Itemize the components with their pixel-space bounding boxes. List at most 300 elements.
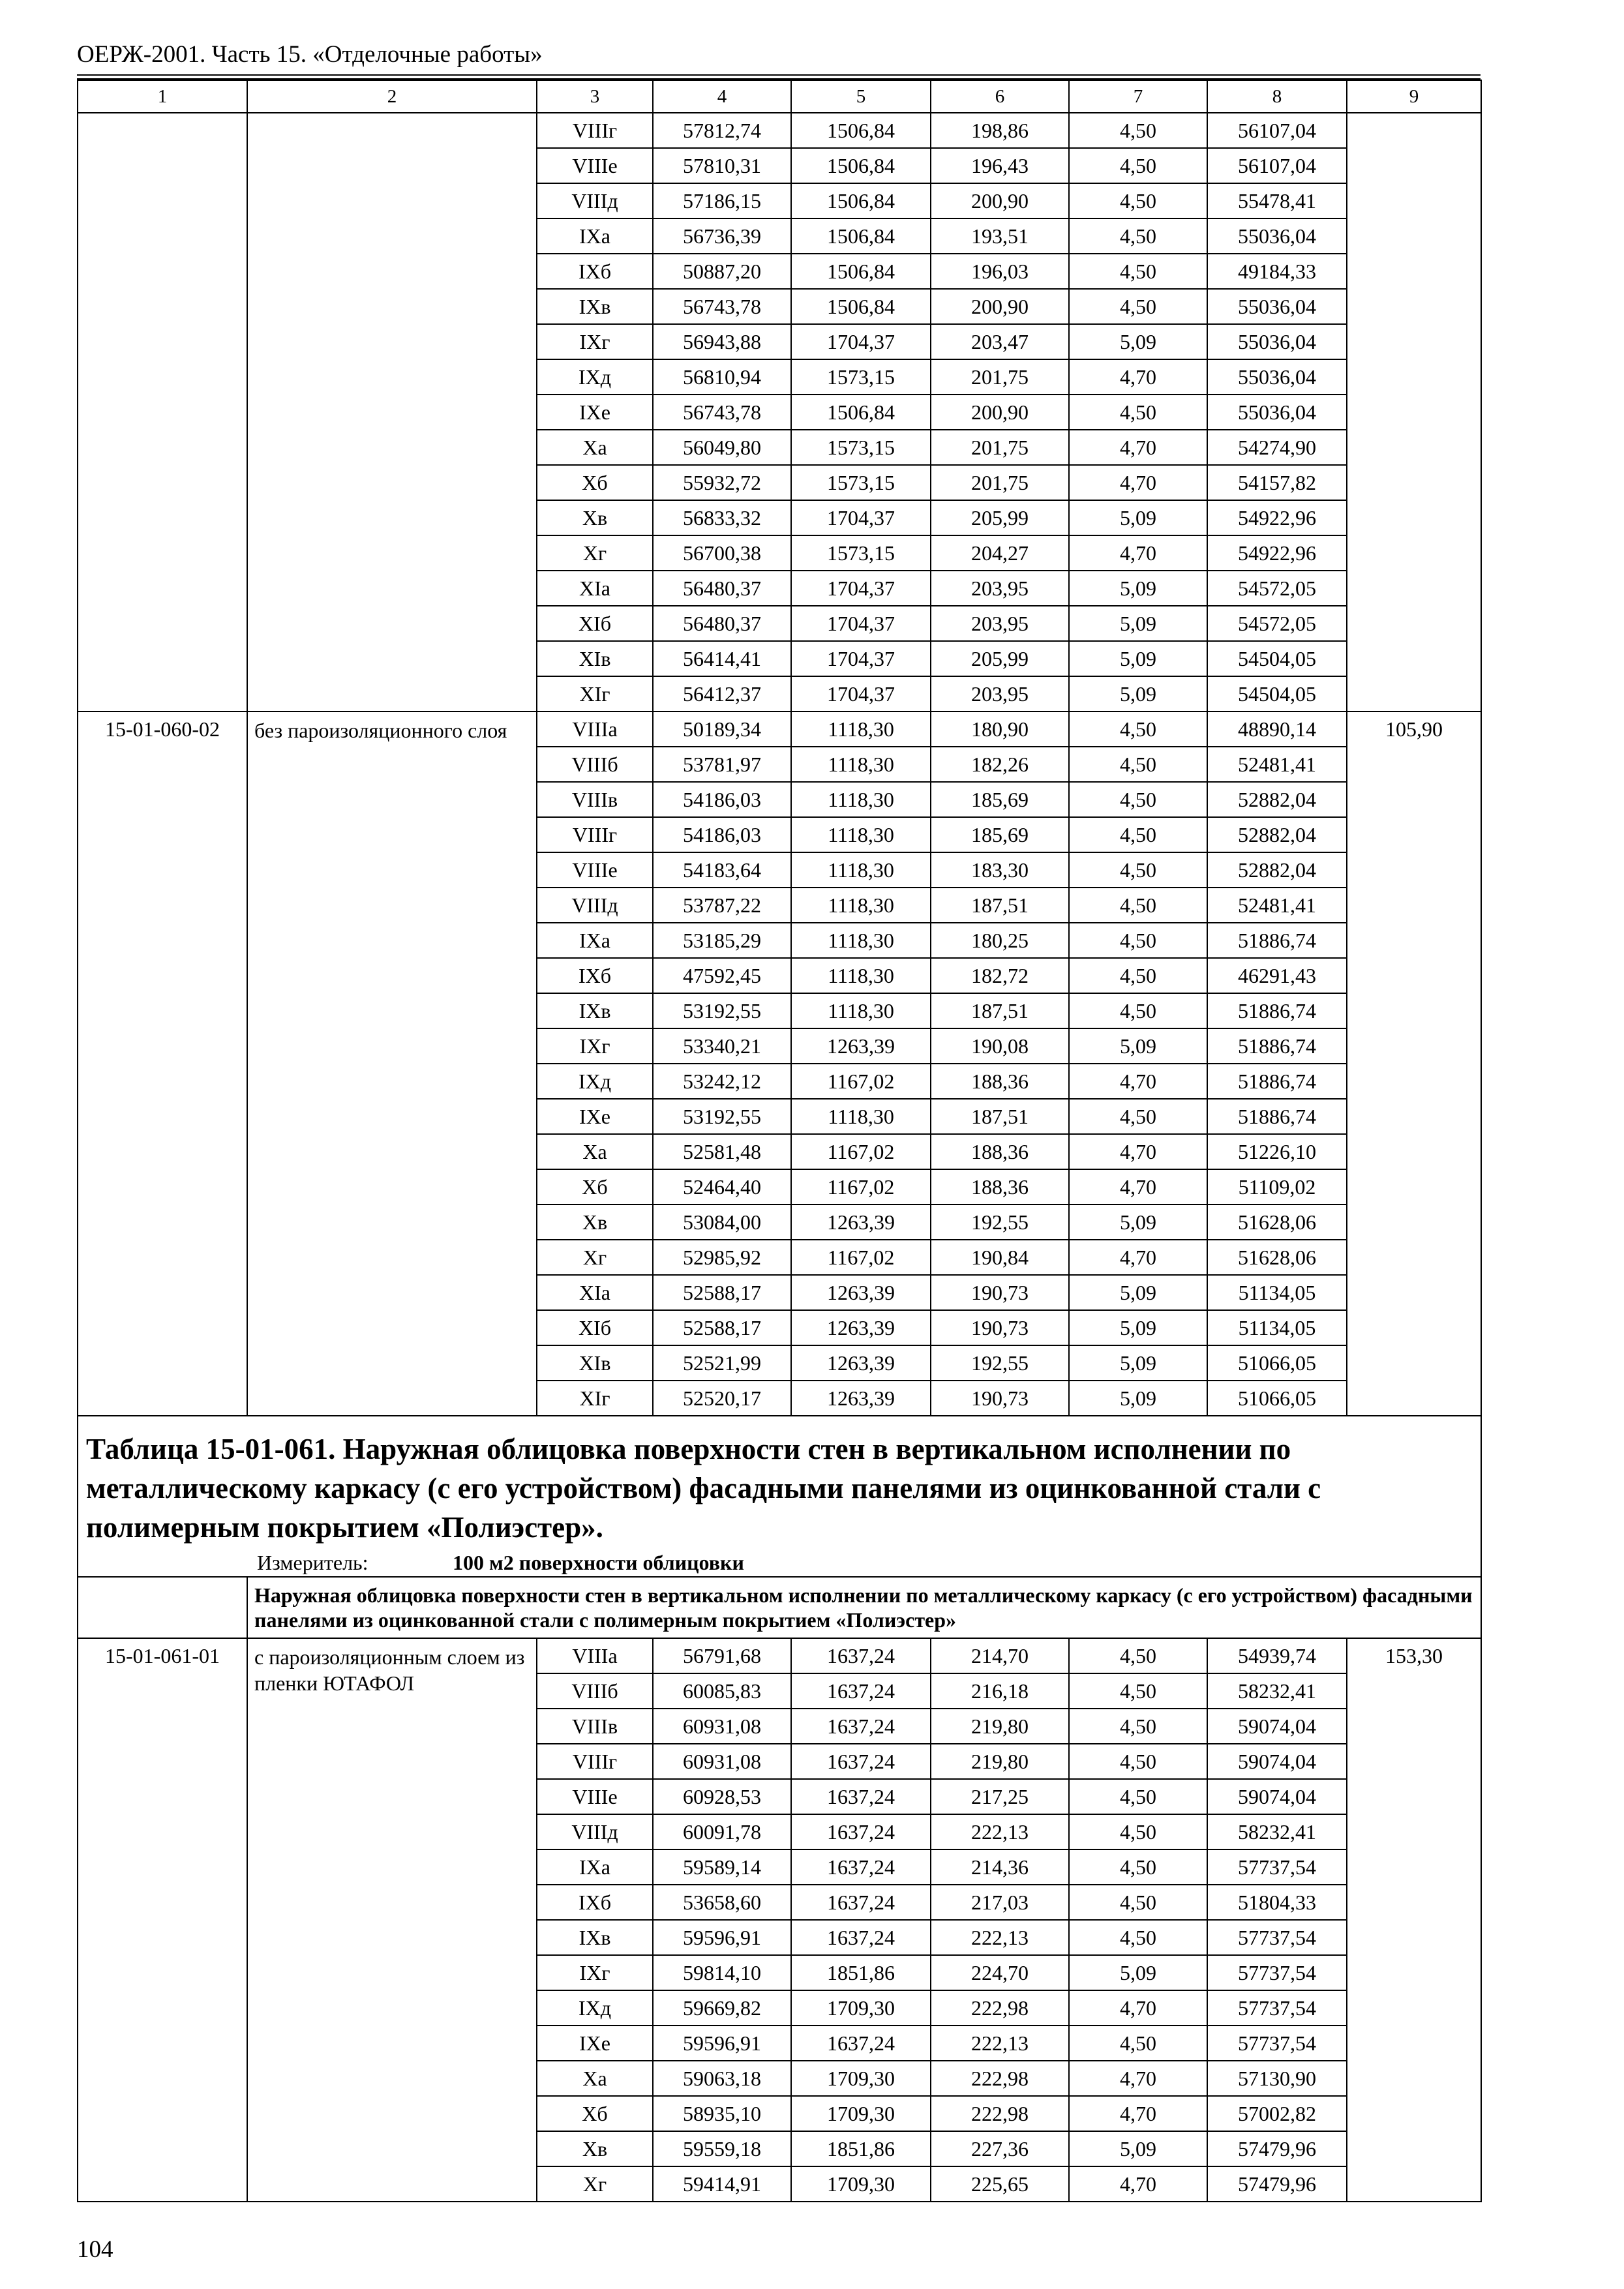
cell-machines: 200,90 <box>931 289 1069 324</box>
table-row <box>78 711 1481 747</box>
cell-materials: 54572,05 <box>1207 606 1347 641</box>
cell-materials: 54274,90 <box>1207 430 1347 465</box>
cell-machines: 225,65 <box>931 2166 1069 2202</box>
cell-wages: 1118,30 <box>791 923 931 958</box>
cell-zone: Xа <box>537 1134 653 1169</box>
cell-cost: 55932,72 <box>653 465 791 500</box>
cell-zone: XIа <box>537 1275 653 1310</box>
column-number: 1 <box>78 80 247 113</box>
subheading-spacer <box>78 1577 247 1638</box>
cell-drivers: 4,50 <box>1069 254 1207 289</box>
cell-materials: 55036,04 <box>1207 289 1347 324</box>
cell-materials: 57737,54 <box>1207 1990 1347 2026</box>
cell-zone: IXе <box>537 2026 653 2061</box>
cell-wages: 1263,39 <box>791 1028 931 1064</box>
cell-wages: 1506,84 <box>791 183 931 218</box>
cell-drivers: 5,09 <box>1069 676 1207 711</box>
cell-cost: 52464,40 <box>653 1169 791 1204</box>
cell-zone: Xа <box>537 2061 653 2096</box>
cell-machines: 190,73 <box>931 1275 1069 1310</box>
subheading: Наружная облицовка поверхности стен в вертикальном исполнении по металлическому каркасу (с его устройством) фасадными панелями из оцинкованной стали с полимерным покрытием «Полиэстер» <box>247 1577 1481 1638</box>
cell-wages: 1263,39 <box>791 1310 931 1345</box>
rate-name: без пароизоляционного слоя <box>247 711 537 1416</box>
cell-drivers: 4,50 <box>1069 852 1207 888</box>
cell-machines: 222,98 <box>931 1990 1069 2026</box>
cell-materials: 58232,41 <box>1207 1673 1347 1709</box>
cell-cost: 56743,78 <box>653 395 791 430</box>
cell-drivers: 4,70 <box>1069 465 1207 500</box>
labor-cost: 153,30 <box>1347 1638 1481 2202</box>
cell-materials: 54504,05 <box>1207 641 1347 676</box>
cell-machines: 204,27 <box>931 535 1069 571</box>
cell-cost: 54186,03 <box>653 782 791 817</box>
column-number: 8 <box>1207 80 1347 113</box>
cell-machines: 203,95 <box>931 571 1069 606</box>
cell-wages: 1709,30 <box>791 1990 931 2026</box>
cell-cost: 53192,55 <box>653 993 791 1028</box>
cell-drivers: 4,50 <box>1069 993 1207 1028</box>
column-number-row <box>78 80 1481 113</box>
table-row <box>78 113 1481 148</box>
cell-machines: 200,90 <box>931 395 1069 430</box>
rate-name: с пароизоляционным слоем из пленки ЮТАФОЛ <box>247 1638 537 2202</box>
cell-drivers: 4,50 <box>1069 289 1207 324</box>
cell-zone: IXб <box>537 254 653 289</box>
cell-zone: IXе <box>537 1099 653 1134</box>
cell-drivers: 4,70 <box>1069 2166 1207 2202</box>
meter-label: Измеритель: <box>257 1551 368 1574</box>
cell-wages: 1637,24 <box>791 1638 931 1673</box>
cell-zone: IXд <box>537 359 653 395</box>
cell-zone: VIIIе <box>537 852 653 888</box>
cell-zone: Xа <box>537 430 653 465</box>
cell-wages: 1506,84 <box>791 148 931 183</box>
column-number: 6 <box>931 80 1069 113</box>
cell-drivers: 4,70 <box>1069 1134 1207 1169</box>
cell-machines: 185,69 <box>931 782 1069 817</box>
cell-cost: 52588,17 <box>653 1310 791 1345</box>
cell-machines: 222,13 <box>931 2026 1069 2061</box>
cell-wages: 1167,02 <box>791 1169 931 1204</box>
cell-drivers: 4,70 <box>1069 2061 1207 2096</box>
cell-machines: 217,25 <box>931 1779 1069 1814</box>
cell-cost: 56480,37 <box>653 571 791 606</box>
cell-drivers: 5,09 <box>1069 324 1207 359</box>
cell-zone: VIIIв <box>537 782 653 817</box>
cell-cost: 52985,92 <box>653 1240 791 1275</box>
cell-zone: XIб <box>537 606 653 641</box>
cell-drivers: 5,09 <box>1069 1028 1207 1064</box>
cell-machines: 198,86 <box>931 113 1069 148</box>
cell-machines: 219,80 <box>931 1709 1069 1744</box>
cell-machines: 196,03 <box>931 254 1069 289</box>
cell-materials: 52481,41 <box>1207 747 1347 782</box>
cell-cost: 57810,31 <box>653 148 791 183</box>
cell-materials: 57479,96 <box>1207 2166 1347 2202</box>
cell-drivers: 4,50 <box>1069 1849 1207 1885</box>
cell-machines: 201,75 <box>931 359 1069 395</box>
cell-wages: 1637,24 <box>791 1849 931 1885</box>
cell-wages: 1709,30 <box>791 2096 931 2131</box>
cell-materials: 51134,05 <box>1207 1310 1347 1345</box>
cell-cost: 60091,78 <box>653 1814 791 1849</box>
cell-wages: 1167,02 <box>791 1240 931 1275</box>
cell-drivers: 4,70 <box>1069 1064 1207 1099</box>
cell-wages: 1704,37 <box>791 606 931 641</box>
cell-drivers: 4,50 <box>1069 1744 1207 1779</box>
cell-drivers: 4,50 <box>1069 148 1207 183</box>
cell-zone: VIIIа <box>537 1638 653 1673</box>
cell-drivers: 5,09 <box>1069 1310 1207 1345</box>
cell-zone: IXг <box>537 1955 653 1990</box>
cell-materials: 55036,04 <box>1207 324 1347 359</box>
cell-drivers: 4,70 <box>1069 535 1207 571</box>
cell-machines: 196,43 <box>931 148 1069 183</box>
cell-cost: 53084,00 <box>653 1204 791 1240</box>
cell-materials: 58232,41 <box>1207 1814 1347 1849</box>
cell-materials: 59074,04 <box>1207 1779 1347 1814</box>
cell-drivers: 5,09 <box>1069 500 1207 535</box>
cell-zone: Xв <box>537 500 653 535</box>
cell-wages: 1506,84 <box>791 113 931 148</box>
cell-wages: 1118,30 <box>791 888 931 923</box>
continued-cell <box>247 113 537 711</box>
cell-drivers: 4,50 <box>1069 888 1207 923</box>
cell-wages: 1506,84 <box>791 395 931 430</box>
cell-zone: XIв <box>537 1345 653 1381</box>
cell-machines: 185,69 <box>931 817 1069 852</box>
cell-materials: 51226,10 <box>1207 1134 1347 1169</box>
column-number: 4 <box>653 80 791 113</box>
cell-zone: VIIIд <box>537 183 653 218</box>
cell-drivers: 4,50 <box>1069 113 1207 148</box>
cell-materials: 51886,74 <box>1207 1099 1347 1134</box>
cell-drivers: 4,50 <box>1069 958 1207 993</box>
cell-materials: 52882,04 <box>1207 782 1347 817</box>
cell-materials: 51804,33 <box>1207 1885 1347 1920</box>
cell-cost: 54186,03 <box>653 817 791 852</box>
cell-cost: 53185,29 <box>653 923 791 958</box>
header-rule <box>77 74 1481 76</box>
cell-materials: 54922,96 <box>1207 535 1347 571</box>
cell-machines: 219,80 <box>931 1744 1069 1779</box>
cell-materials: 51066,05 <box>1207 1345 1347 1381</box>
cell-cost: 57186,15 <box>653 183 791 218</box>
cell-cost: 56736,39 <box>653 218 791 254</box>
cell-cost: 60931,08 <box>653 1744 791 1779</box>
cell-drivers: 4,50 <box>1069 1709 1207 1744</box>
cell-zone: IXг <box>537 324 653 359</box>
cell-materials: 57737,54 <box>1207 1920 1347 1955</box>
table-caption <box>78 1416 1481 1577</box>
cell-machines: 214,70 <box>931 1638 1069 1673</box>
cell-machines: 224,70 <box>931 1955 1069 1990</box>
cell-drivers: 4,70 <box>1069 2096 1207 2131</box>
cell-materials: 57737,54 <box>1207 2026 1347 2061</box>
cell-zone: IXа <box>537 218 653 254</box>
cell-drivers: 4,50 <box>1069 1814 1207 1849</box>
cell-zone: IXа <box>537 1849 653 1885</box>
cell-zone: VIIIб <box>537 1673 653 1709</box>
cell-machines: 205,99 <box>931 641 1069 676</box>
meter-value: 100 м2 поверхности облицовки <box>453 1551 744 1574</box>
cell-zone: XIв <box>537 641 653 676</box>
cell-wages: 1573,15 <box>791 465 931 500</box>
subheading-row <box>78 1577 1481 1638</box>
cell-drivers: 5,09 <box>1069 2131 1207 2166</box>
cell-materials: 56107,04 <box>1207 113 1347 148</box>
cell-cost: 56480,37 <box>653 606 791 641</box>
cell-zone: VIIIд <box>537 1814 653 1849</box>
cell-materials: 57130,90 <box>1207 2061 1347 2096</box>
cell-machines: 190,73 <box>931 1381 1069 1416</box>
cell-cost: 53781,97 <box>653 747 791 782</box>
cell-cost: 56049,80 <box>653 430 791 465</box>
cell-zone: IXв <box>537 289 653 324</box>
cell-cost: 52581,48 <box>653 1134 791 1169</box>
cell-wages: 1118,30 <box>791 782 931 817</box>
cell-zone: VIIIв <box>537 1709 653 1744</box>
cell-wages: 1263,39 <box>791 1345 931 1381</box>
cell-wages: 1851,86 <box>791 1955 931 1990</box>
column-number: 3 <box>537 80 653 113</box>
cell-zone: IXв <box>537 993 653 1028</box>
cell-cost: 53658,60 <box>653 1885 791 1920</box>
cell-wages: 1704,37 <box>791 500 931 535</box>
cell-wages: 1118,30 <box>791 852 931 888</box>
cell-zone: XIа <box>537 571 653 606</box>
cell-zone: XIг <box>537 676 653 711</box>
cell-zone: IXа <box>537 923 653 958</box>
cell-machines: 190,08 <box>931 1028 1069 1064</box>
cell-wages: 1263,39 <box>791 1204 931 1240</box>
cell-materials: 57002,82 <box>1207 2096 1347 2131</box>
cell-machines: 222,13 <box>931 1920 1069 1955</box>
cell-wages: 1704,37 <box>791 676 931 711</box>
cell-cost: 53242,12 <box>653 1064 791 1099</box>
cell-drivers: 5,09 <box>1069 571 1207 606</box>
cell-materials: 51886,74 <box>1207 1028 1347 1064</box>
cell-cost: 57812,74 <box>653 113 791 148</box>
cell-cost: 47592,45 <box>653 958 791 993</box>
cell-machines: 227,36 <box>931 2131 1069 2166</box>
cell-machines: 188,36 <box>931 1134 1069 1169</box>
cell-materials: 52481,41 <box>1207 888 1347 923</box>
cell-zone: VIIIб <box>537 747 653 782</box>
cell-zone: Xг <box>537 1240 653 1275</box>
cell-wages: 1573,15 <box>791 430 931 465</box>
cell-materials: 56107,04 <box>1207 148 1347 183</box>
cell-zone: VIIIг <box>537 1744 653 1779</box>
cell-cost: 56791,68 <box>653 1638 791 1673</box>
cell-drivers: 4,50 <box>1069 395 1207 430</box>
cell-cost: 60931,08 <box>653 1709 791 1744</box>
cell-materials: 54504,05 <box>1207 676 1347 711</box>
cell-cost: 59589,14 <box>653 1849 791 1885</box>
cell-machines: 193,51 <box>931 218 1069 254</box>
cell-drivers: 4,50 <box>1069 1779 1207 1814</box>
cell-materials: 55036,04 <box>1207 359 1347 395</box>
cell-machines: 188,36 <box>931 1169 1069 1204</box>
cell-drivers: 4,50 <box>1069 183 1207 218</box>
continued-cell <box>1347 113 1481 711</box>
cell-wages: 1709,30 <box>791 2166 931 2202</box>
cell-zone: IXд <box>537 1064 653 1099</box>
cell-drivers: 5,09 <box>1069 1345 1207 1381</box>
cell-materials: 55036,04 <box>1207 218 1347 254</box>
continued-cell <box>78 113 247 711</box>
column-number: 5 <box>791 80 931 113</box>
cell-machines: 187,51 <box>931 1099 1069 1134</box>
cell-wages: 1118,30 <box>791 1099 931 1134</box>
cell-materials: 59074,04 <box>1207 1709 1347 1744</box>
cell-wages: 1637,24 <box>791 1709 931 1744</box>
cell-wages: 1506,84 <box>791 289 931 324</box>
cell-materials: 54572,05 <box>1207 571 1347 606</box>
cell-wages: 1637,24 <box>791 1673 931 1709</box>
cell-machines: 214,36 <box>931 1849 1069 1885</box>
labor-cost: 105,90 <box>1347 711 1481 1416</box>
cell-materials: 57737,54 <box>1207 1849 1347 1885</box>
cell-zone: Xг <box>537 535 653 571</box>
cell-drivers: 4,50 <box>1069 923 1207 958</box>
cell-cost: 56810,94 <box>653 359 791 395</box>
cell-zone: Xв <box>537 2131 653 2166</box>
cell-materials: 51134,05 <box>1207 1275 1347 1310</box>
cell-cost: 56414,41 <box>653 641 791 676</box>
cell-machines: 203,95 <box>931 606 1069 641</box>
column-number: 2 <box>247 80 537 113</box>
cell-machines: 188,36 <box>931 1064 1069 1099</box>
cell-drivers: 4,50 <box>1069 1885 1207 1920</box>
cell-machines: 205,99 <box>931 500 1069 535</box>
cell-wages: 1506,84 <box>791 218 931 254</box>
cell-materials: 52882,04 <box>1207 852 1347 888</box>
cell-wages: 1118,30 <box>791 993 931 1028</box>
cell-cost: 50189,34 <box>653 711 791 747</box>
cell-cost: 53787,22 <box>653 888 791 923</box>
cell-zone: IXг <box>537 1028 653 1064</box>
rate-code: 15-01-061-01 <box>78 1638 247 2202</box>
cell-cost: 59063,18 <box>653 2061 791 2096</box>
running-header: ОЕРЖ-2001. Часть 15. «Отделочные работы» <box>77 41 543 68</box>
cell-machines: 187,51 <box>931 993 1069 1028</box>
cell-machines: 183,30 <box>931 852 1069 888</box>
cell-zone: IXе <box>537 395 653 430</box>
cell-drivers: 5,09 <box>1069 1275 1207 1310</box>
cell-zone: Xг <box>537 2166 653 2202</box>
cell-cost: 60085,83 <box>653 1673 791 1709</box>
cell-cost: 50887,20 <box>653 254 791 289</box>
cell-zone: VIIIд <box>537 888 653 923</box>
cell-wages: 1263,39 <box>791 1381 931 1416</box>
cell-zone: VIIIе <box>537 148 653 183</box>
cell-drivers: 4,70 <box>1069 359 1207 395</box>
cell-machines: 190,84 <box>931 1240 1069 1275</box>
table-row <box>78 1638 1481 1673</box>
cell-drivers: 5,09 <box>1069 641 1207 676</box>
cell-drivers: 4,50 <box>1069 747 1207 782</box>
cell-wages: 1637,24 <box>791 1779 931 1814</box>
cell-zone: IXв <box>537 1920 653 1955</box>
cell-zone: XIб <box>537 1310 653 1345</box>
cell-zone: VIIIг <box>537 113 653 148</box>
cell-materials: 57479,96 <box>1207 2131 1347 2166</box>
cell-drivers: 5,09 <box>1069 1955 1207 1990</box>
cell-wages: 1263,39 <box>791 1275 931 1310</box>
cell-wages: 1704,37 <box>791 324 931 359</box>
cell-cost: 52521,99 <box>653 1345 791 1381</box>
page-number: 104 <box>77 2236 113 2263</box>
cell-machines: 222,13 <box>931 1814 1069 1849</box>
cell-materials: 57737,54 <box>1207 1955 1347 1990</box>
cell-zone: IXб <box>537 958 653 993</box>
cell-materials: 51886,74 <box>1207 1064 1347 1099</box>
cell-wages: 1637,24 <box>791 2026 931 2061</box>
cell-materials: 46291,43 <box>1207 958 1347 993</box>
cell-cost: 58935,10 <box>653 2096 791 2131</box>
cell-cost: 56743,78 <box>653 289 791 324</box>
cell-wages: 1506,84 <box>791 254 931 289</box>
cell-machines: 200,90 <box>931 183 1069 218</box>
cell-drivers: 4,50 <box>1069 817 1207 852</box>
cell-wages: 1118,30 <box>791 817 931 852</box>
cell-wages: 1118,30 <box>791 958 931 993</box>
cell-wages: 1637,24 <box>791 1814 931 1849</box>
cell-drivers: 4,70 <box>1069 430 1207 465</box>
cell-zone: Xб <box>537 465 653 500</box>
cell-wages: 1637,24 <box>791 1885 931 1920</box>
cell-wages: 1704,37 <box>791 641 931 676</box>
cell-cost: 59814,10 <box>653 1955 791 1990</box>
cell-drivers: 4,50 <box>1069 782 1207 817</box>
cell-drivers: 4,50 <box>1069 2026 1207 2061</box>
cell-machines: 217,03 <box>931 1885 1069 1920</box>
cell-cost: 59596,91 <box>653 2026 791 2061</box>
cell-drivers: 4,70 <box>1069 1240 1207 1275</box>
cell-cost: 56833,32 <box>653 500 791 535</box>
cell-materials: 54939,74 <box>1207 1638 1347 1673</box>
cell-materials: 49184,33 <box>1207 254 1347 289</box>
cell-materials: 54157,82 <box>1207 465 1347 500</box>
cell-machines: 201,75 <box>931 465 1069 500</box>
cell-zone: VIIIг <box>537 817 653 852</box>
cell-wages: 1637,24 <box>791 1744 931 1779</box>
cell-drivers: 4,50 <box>1069 1920 1207 1955</box>
cell-drivers: 4,50 <box>1069 1673 1207 1709</box>
cell-wages: 1573,15 <box>791 535 931 571</box>
cell-zone: Xв <box>537 1204 653 1240</box>
cell-zone: IXд <box>537 1990 653 2026</box>
cell-drivers: 4,70 <box>1069 1169 1207 1204</box>
cell-materials: 48890,14 <box>1207 711 1347 747</box>
cell-wages: 1573,15 <box>791 359 931 395</box>
cell-machines: 182,72 <box>931 958 1069 993</box>
cell-zone: Xб <box>537 2096 653 2131</box>
cell-materials: 51628,06 <box>1207 1204 1347 1240</box>
cell-drivers: 4,50 <box>1069 711 1207 747</box>
cell-materials: 51109,02 <box>1207 1169 1347 1204</box>
column-number: 9 <box>1347 80 1481 113</box>
cell-machines: 203,95 <box>931 676 1069 711</box>
cell-machines: 180,25 <box>931 923 1069 958</box>
cell-cost: 56943,88 <box>653 324 791 359</box>
table-title: Таблица 15-01-061. Наружная облицовка поверхности стен в вертикальном исполнении по металлическому каркасу (с его устройством) фасадными панелями из оцинкованной стали с полимерным покрытием «Полиэстер». <box>86 1433 1321 1544</box>
cell-drivers: 5,09 <box>1069 1381 1207 1416</box>
cell-cost: 54183,64 <box>653 852 791 888</box>
cell-machines: 180,90 <box>931 711 1069 747</box>
cell-machines: 201,75 <box>931 430 1069 465</box>
